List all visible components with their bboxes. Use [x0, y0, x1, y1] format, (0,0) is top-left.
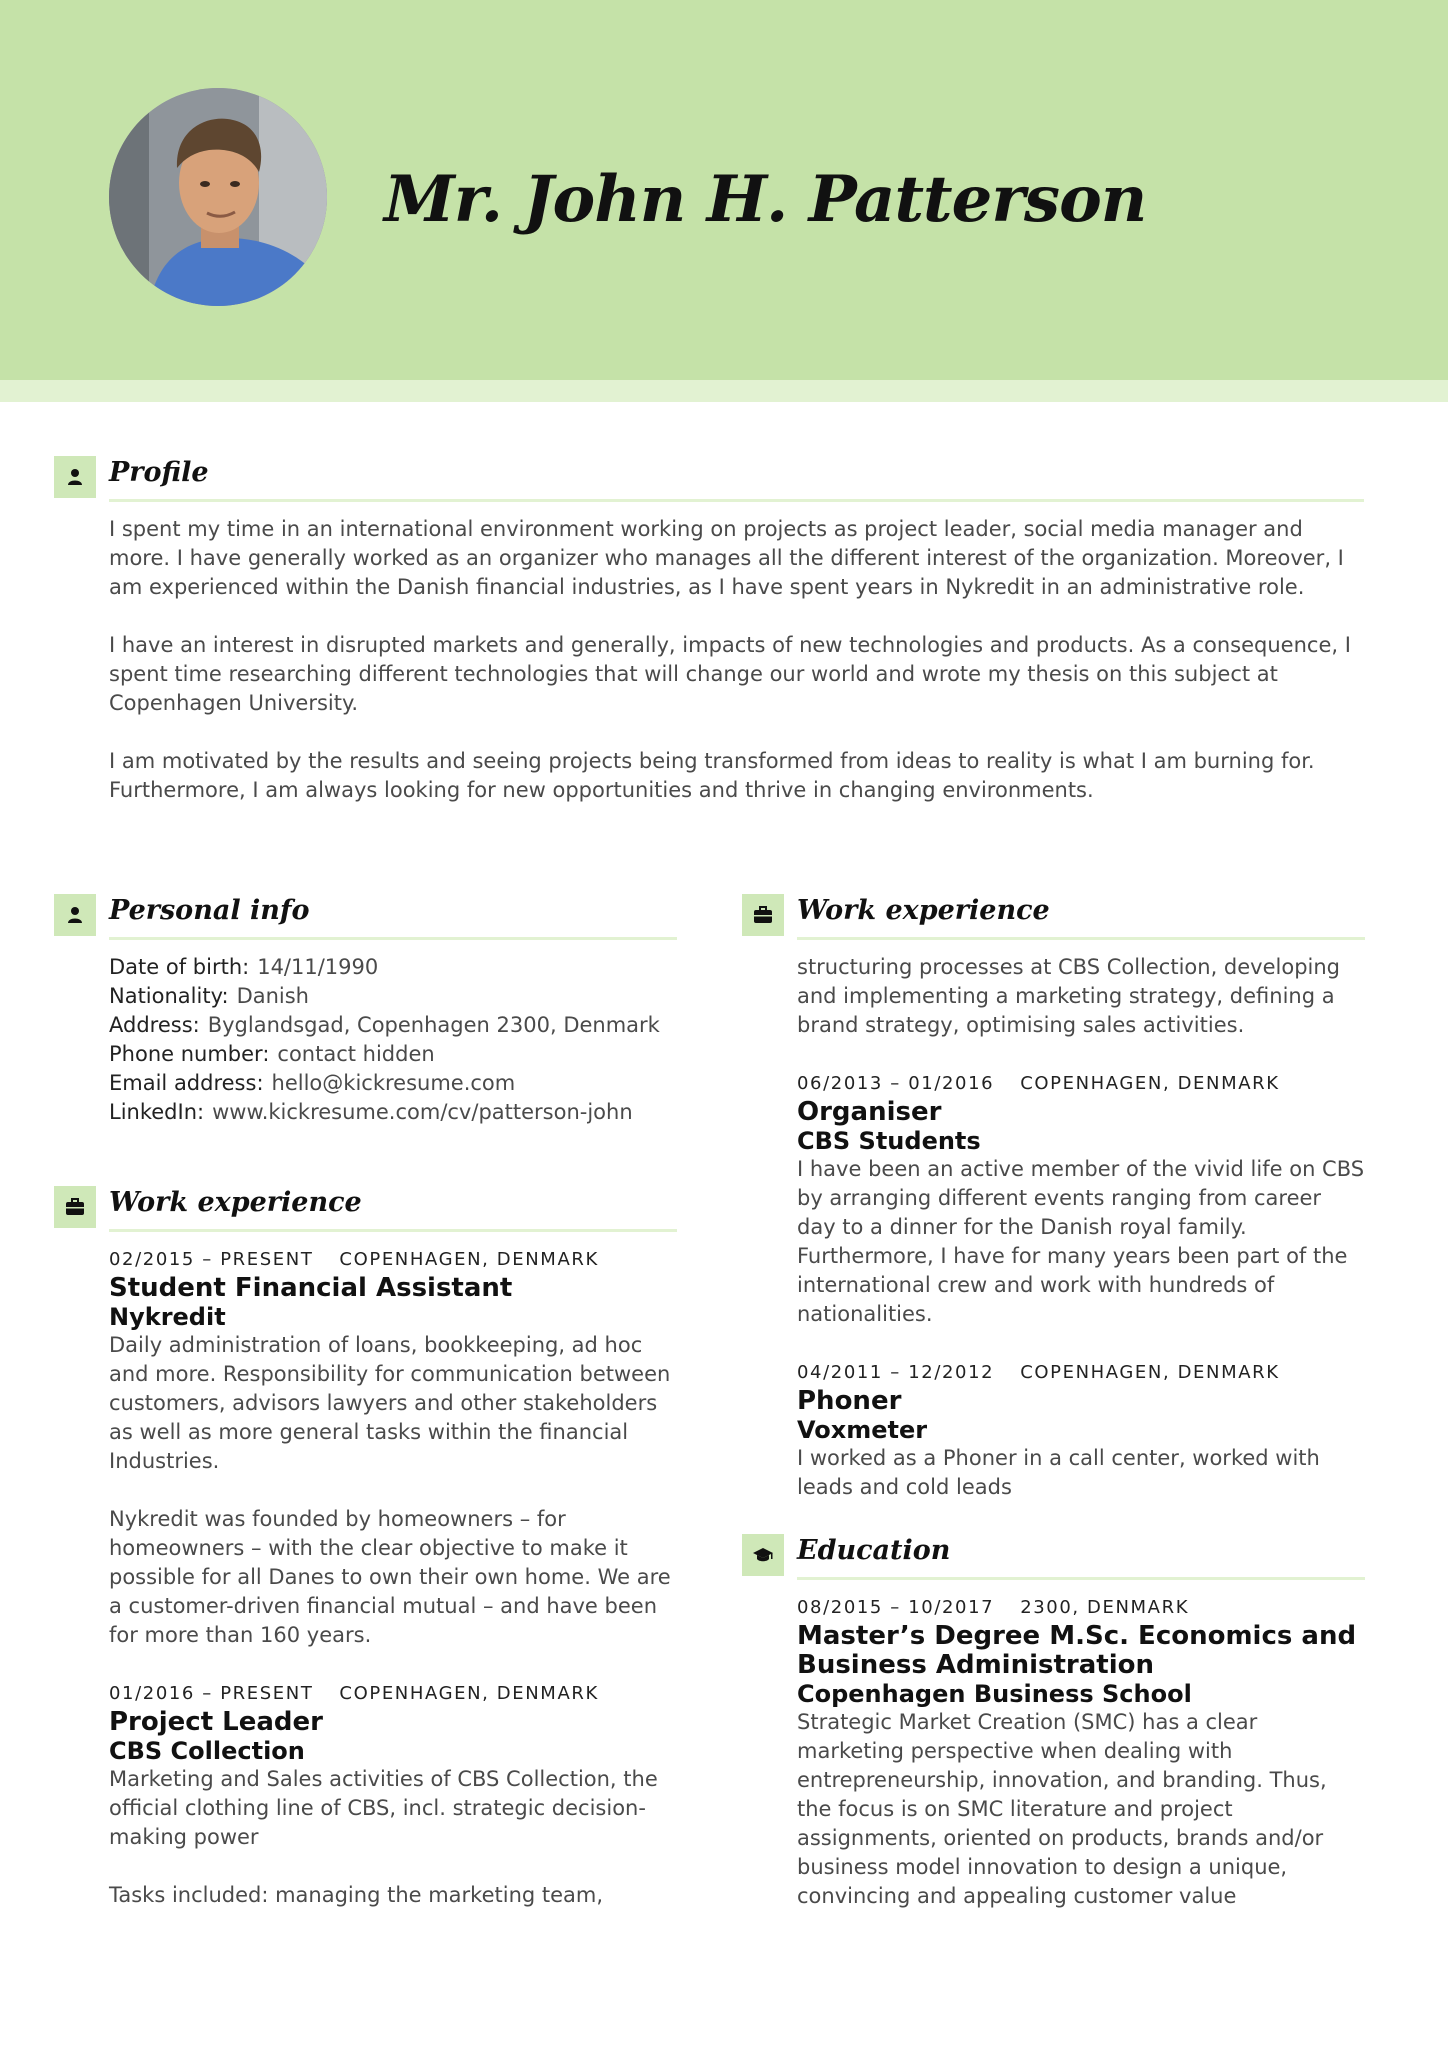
section-title: Education: [797, 1535, 951, 1566]
job-organization: Nykredit: [109, 1303, 226, 1331]
job-continued: [797, 953, 1365, 1040]
info-label: LinkedIn:: [109, 1100, 205, 1124]
job-entry: [109, 1245, 677, 1650]
job-dates: 04/2011 – 12/2012: [797, 1362, 995, 1383]
section-divider: [109, 1229, 677, 1232]
profile-paragraph: I spent my time in an international environment working on projects as project leader, social media manager and more. I have generally worked as an organizer who manages all the different interest of the organization. Moreover, I am experienced within the Danish financial industries, as I have spent years in Nykredit in an administrative role.: [109, 517, 1344, 599]
info-value: 14/11/1990: [257, 955, 379, 979]
job-organization: Voxmeter: [797, 1416, 928, 1444]
profile-photo: [109, 88, 327, 306]
briefcase-icon: [742, 894, 784, 936]
section-divider: [109, 499, 1364, 502]
job-entry: [797, 1358, 1365, 1502]
info-value: Byglandsgad, Copenhagen 2300, Denmark: [207, 1013, 660, 1037]
education-section: [742, 1533, 1365, 1940]
education-body: [742, 1593, 1365, 1911]
info-row-nationality: [109, 982, 677, 1011]
info-label: Email address:: [109, 1071, 264, 1095]
work-experience-body: [54, 1245, 677, 1910]
candidate-name: Mr. John H. Patterson: [384, 162, 1147, 237]
job-description: Nykredit was founded by homeowners – for homeowners – with the clear objective to make it possible for all Danes to own their own home. We are a customer-driven financial mutual – and have been for more than 160 years.: [109, 1507, 671, 1647]
section-title: Personal info: [109, 895, 310, 926]
section-divider: [797, 937, 1365, 940]
info-row-email: [109, 1069, 677, 1098]
profile-paragraph: I have an interest in disrupted markets and generally, impacts of new technologies and products. As a consequence, I spent time researching different technologies that will change our world and wrote my thesis on this subject at Copenhagen University.: [109, 633, 1351, 715]
section-header: [742, 893, 1365, 939]
graduation-cap-icon: [742, 1534, 784, 1576]
person-icon: [54, 894, 96, 936]
briefcase-icon: [54, 1186, 96, 1228]
job-description: I worked as a Phoner in a call center, worked with leads and cold leads: [797, 1446, 1320, 1499]
job-title: Phoner: [797, 1386, 902, 1416]
job-dates: 02/2015 – PRESENT: [109, 1249, 314, 1270]
work-experience-section: [54, 1185, 677, 1939]
person-icon: [54, 456, 96, 498]
education-location: 2300, DENMARK: [1020, 1597, 1190, 1618]
job-title: Organiser: [797, 1097, 942, 1127]
portrait-illustration: [109, 88, 327, 306]
job-description: structuring processes at CBS Collection, developing and implementing a marketing strategy, defining a brand strategy, optimising sales activities.: [797, 955, 1341, 1037]
section-header: [54, 893, 677, 939]
section-divider: [797, 1577, 1365, 1580]
job-entry: [109, 1679, 677, 1910]
degree-title: Master’s Degree M.Sc. Economics and Business Administration: [797, 1621, 1357, 1680]
info-value[interactable]: hello@kickresume.com: [271, 1071, 516, 1095]
section-divider: [109, 937, 677, 940]
section-header: [54, 1185, 677, 1231]
job-location: COPENHAGEN, DENMARK: [1020, 1362, 1280, 1383]
section-title: Profile: [109, 457, 209, 488]
job-title: Student Financial Assistant: [109, 1273, 513, 1303]
work-experience-body: [742, 953, 1365, 1502]
profile-section: [54, 455, 1364, 805]
job-description: Marketing and Sales activities of CBS Collection, the official clothing line of CBS, incl. strategic decision-making power: [109, 1767, 658, 1849]
info-row-address: [109, 1011, 677, 1040]
job-organization: CBS Collection: [109, 1737, 305, 1765]
info-row-linkedin: [109, 1098, 677, 1127]
info-row-phone: [109, 1040, 677, 1069]
info-value[interactable]: www.kickresume.com/cv/patterson-john: [212, 1100, 633, 1124]
personal-info-section: [54, 893, 677, 1127]
job-meta: [109, 1245, 677, 1274]
job-location: COPENHAGEN, DENMARK: [339, 1683, 599, 1704]
info-label: Phone number:: [109, 1042, 270, 1066]
job-entry: [797, 1069, 1365, 1329]
profile-paragraph: I am motivated by the results and seeing projects being transformed from ideas to reality is what I am burning for. Furthermore, I am always looking for new opportunities and thrive in changing environments.: [109, 749, 1315, 802]
work-experience-continued-section: [742, 893, 1365, 1531]
personal-info-body: [54, 953, 677, 1127]
job-description: I have been an active member of the vivid life on CBS by arranging different events ranging from career day to a dinner for the Danish royal family. Furthermore, I have for many years been part of the international crew and work with hundreds of nationalities.: [797, 1157, 1365, 1326]
section-header: [54, 455, 1364, 501]
section-header: [742, 1533, 1365, 1579]
info-label: Address:: [109, 1013, 200, 1037]
job-description: Tasks included: managing the marketing team,: [109, 1883, 604, 1907]
job-meta: [109, 1679, 677, 1708]
info-value: contact hidden: [277, 1042, 435, 1066]
job-description: Daily administration of loans, bookkeeping, ad hoc and more. Responsibility for communication between customers, advisors lawyers and other stakeholders as well as more general tasks within the financial Industries.: [109, 1333, 671, 1473]
job-meta: [797, 1358, 1365, 1387]
job-dates: 06/2013 – 01/2016: [797, 1073, 995, 1094]
job-title: Project Leader: [109, 1707, 323, 1737]
school-name: Copenhagen Business School: [797, 1680, 1192, 1708]
education-entry: [797, 1593, 1365, 1911]
education-dates: 08/2015 – 10/2017: [797, 1597, 995, 1618]
job-location: COPENHAGEN, DENMARK: [1020, 1073, 1280, 1094]
section-title: Work experience: [797, 895, 1050, 926]
education-description: Strategic Market Creation (SMC) has a clear marketing perspective when dealing with entrepreneurship, innovation, and branding. Thus, the focus is on SMC literature and project assignments, oriented on products, brands and/or business model innovation to design a unique, convincing and appealing customer value: [797, 1710, 1327, 1908]
info-label: Nationality:: [109, 984, 229, 1008]
job-meta: [797, 1069, 1365, 1098]
profile-body: [54, 515, 1364, 805]
info-value: Danish: [236, 984, 309, 1008]
education-meta: [797, 1593, 1365, 1622]
job-location: COPENHAGEN, DENMARK: [339, 1249, 599, 1270]
section-title: Work experience: [109, 1187, 362, 1218]
info-row-dob: [109, 953, 677, 982]
job-dates: 01/2016 – PRESENT: [109, 1683, 314, 1704]
info-label: Date of birth:: [109, 955, 250, 979]
job-organization: CBS Students: [797, 1127, 981, 1155]
header-strip: [0, 380, 1448, 402]
